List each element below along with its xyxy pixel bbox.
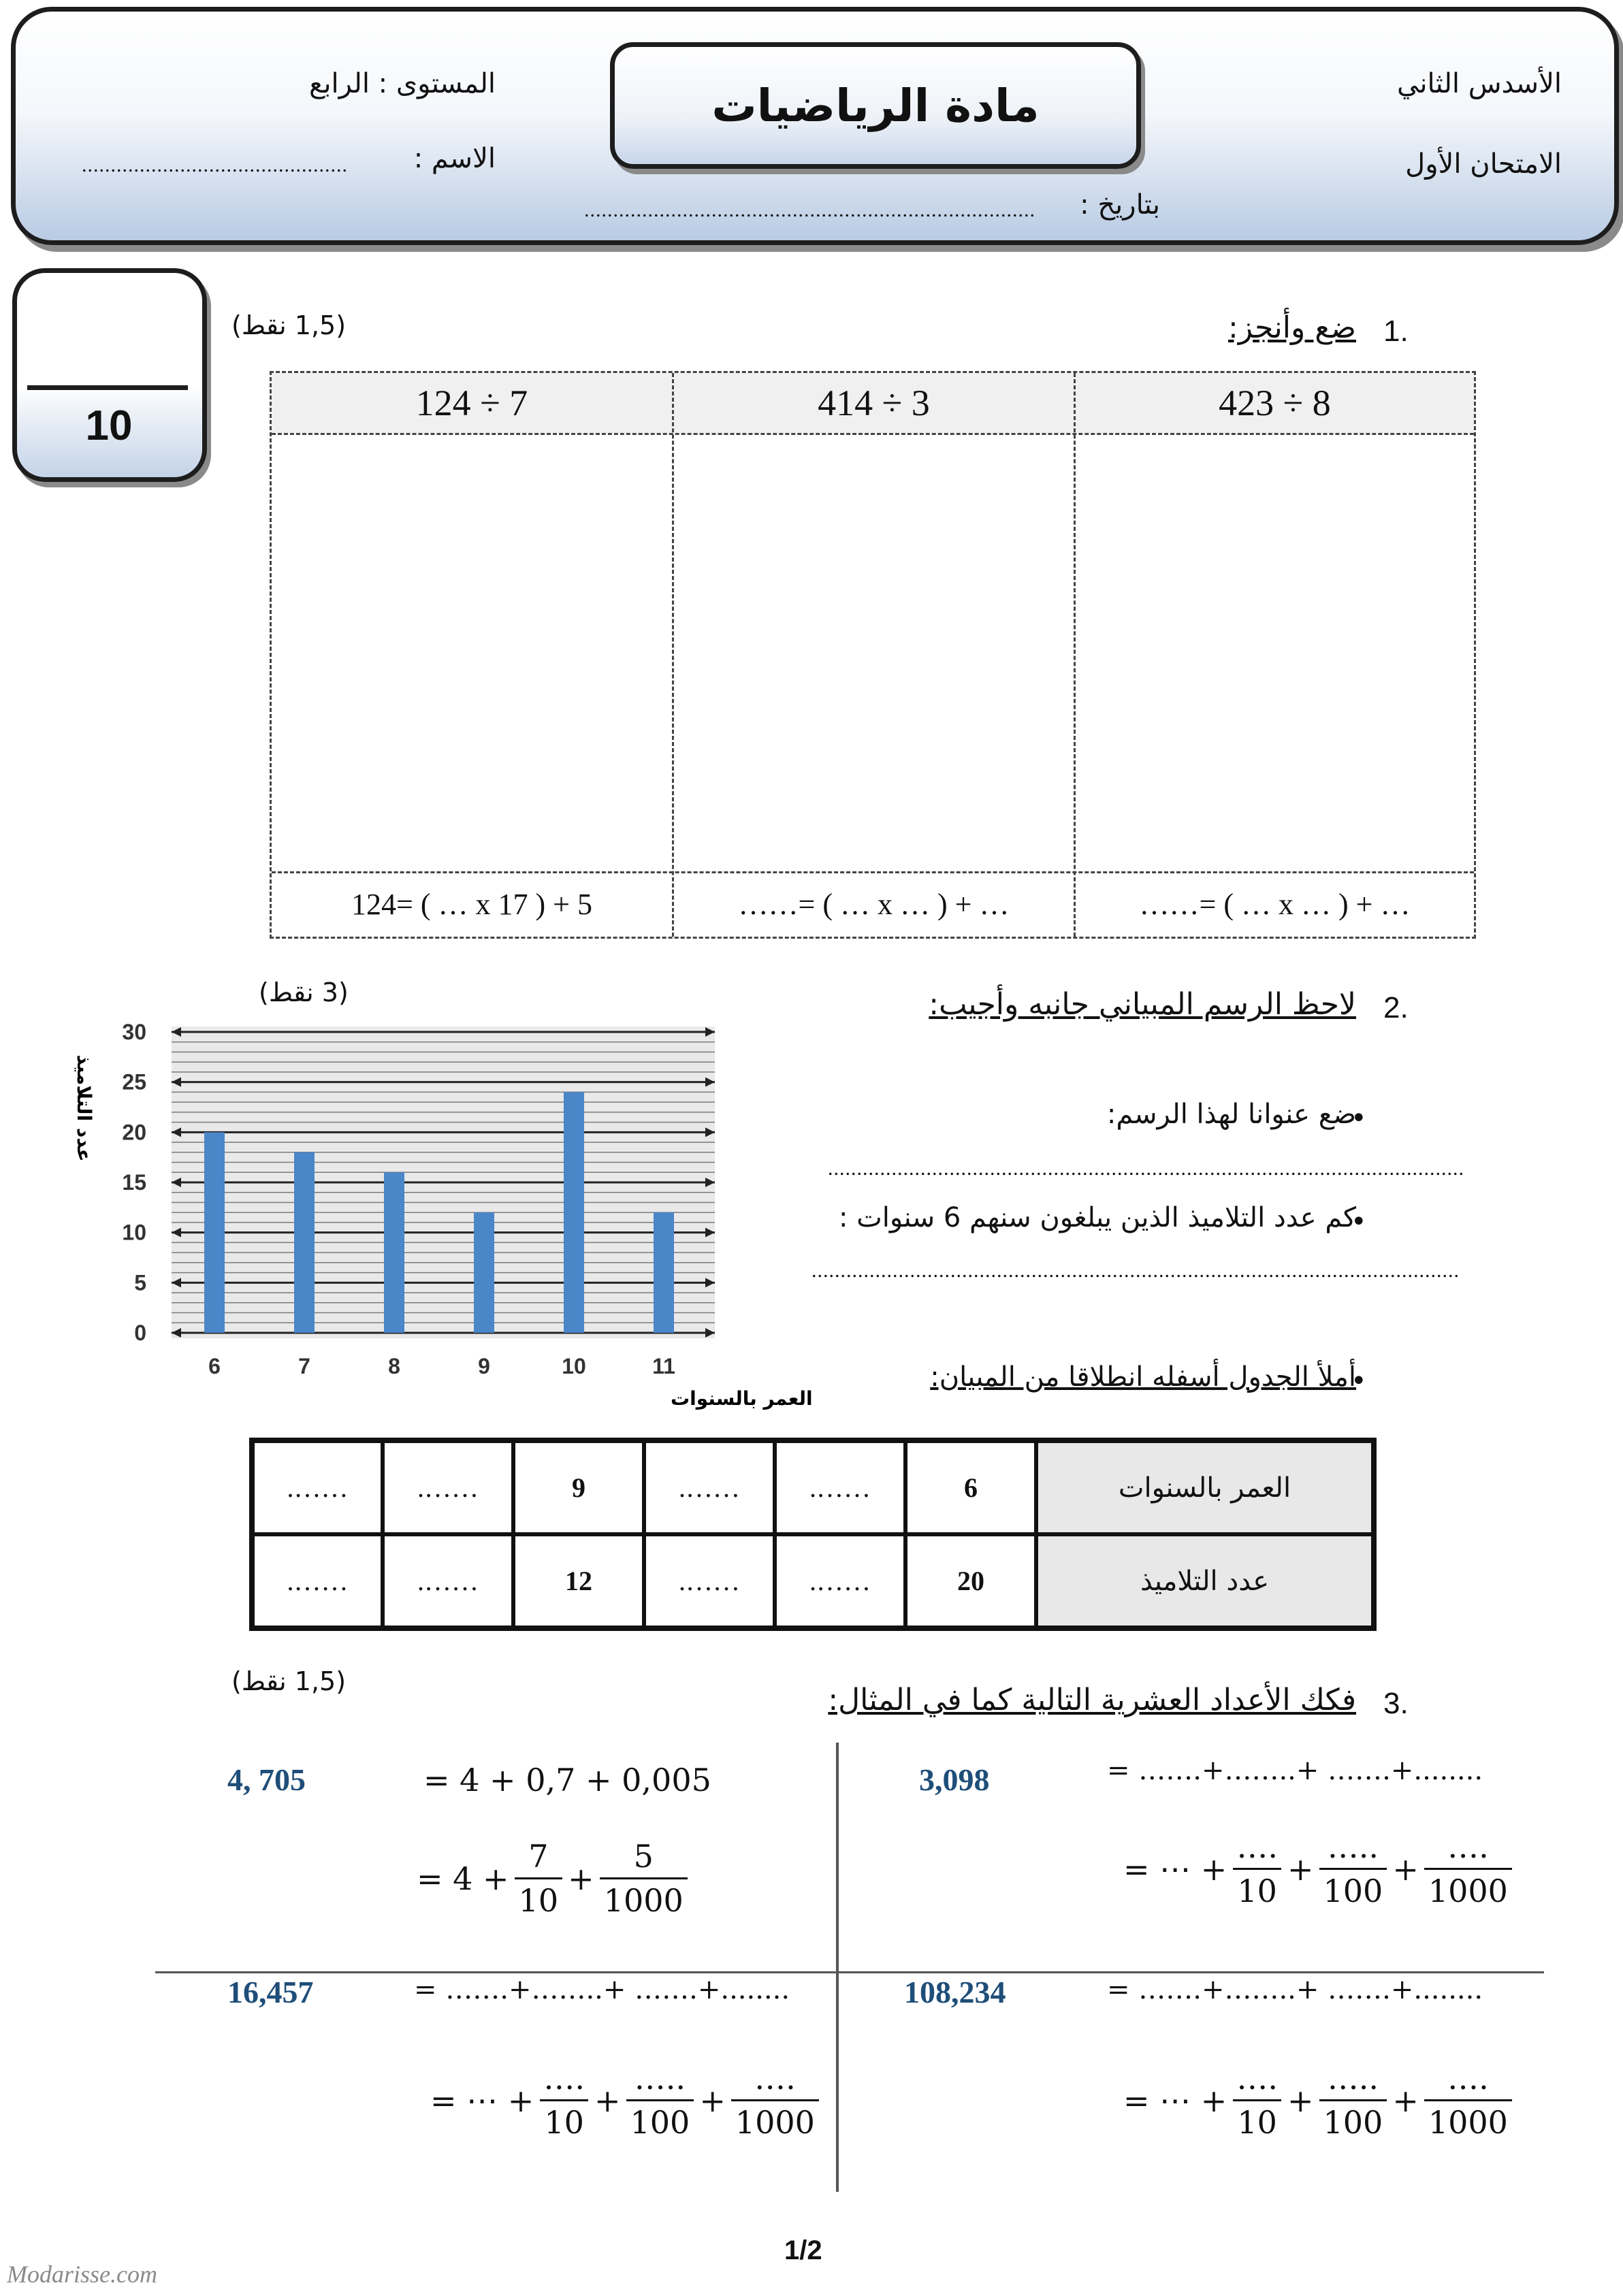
q2-points: (3 نقط) <box>259 977 349 1007</box>
watermark: Modarisse.com <box>7 2261 157 2288</box>
division-operation: 414 ÷ 3 <box>674 373 1074 433</box>
division-result[interactable]: ……= ( … x … ) + … <box>1139 887 1411 921</box>
y-tick-label: 15 <box>122 1170 146 1195</box>
q3-title: فكك الأعداد العشرية التالية كما في المثال: <box>828 1683 1356 1717</box>
fraction: $\frac{7}{10}$ <box>515 1838 563 1919</box>
fraction: $\frac{\dots.}{10}$ <box>539 2060 589 2141</box>
example-decomposition-decimal: = 4 + 0,7 + 0,005 <box>423 1762 711 1798</box>
exam-label: الامتحان الأول <box>1405 148 1562 180</box>
y-tick-label: 10 <box>122 1220 146 1245</box>
name-dots[interactable]: .............................................. <box>82 154 348 176</box>
x-tick-label: 10 <box>562 1354 586 1378</box>
table-cell[interactable]: ……. <box>644 1440 775 1534</box>
table-row <box>252 1440 1374 1534</box>
decimal-sum-dots[interactable]: = …….+……..+ …….+........ <box>1107 1974 1483 2005</box>
bar <box>654 1212 674 1333</box>
q1-number: 1. <box>1383 314 1409 348</box>
bar <box>564 1092 584 1333</box>
division-header-line <box>272 433 1474 435</box>
table-cell: 9 <box>513 1440 644 1534</box>
division-operation: 124 ÷ 7 <box>272 373 672 433</box>
y-tick-label: 20 <box>122 1120 146 1145</box>
fraction: $\frac{\dots..}{100}$ <box>626 2060 694 2141</box>
table-cell: 6 <box>905 1440 1036 1534</box>
x-tick-label: 8 <box>388 1354 400 1378</box>
decimal-number: 3,098 <box>919 1762 990 1797</box>
bar <box>204 1132 225 1333</box>
example-decomposition-fraction: = 4 + $\frac{7}{10}$ + $\frac{5}{1000}$ <box>417 1838 693 1919</box>
division-column-line <box>1074 373 1076 937</box>
fraction: $\frac{\dots..}{100}$ <box>1319 2060 1387 2141</box>
division-column-line <box>672 373 674 937</box>
decimal-sum-dots[interactable]: = …….+……..+ …….+........ <box>414 1974 790 2005</box>
subject-title: مادة الرياضيات <box>711 79 1040 132</box>
bullet-dot: • <box>1351 1103 1367 1134</box>
table-cell[interactable]: ……. <box>644 1534 775 1628</box>
decimal-sum-dots[interactable]: = …….+……..+ …….+........ <box>1107 1755 1483 1786</box>
decimal-number: 16,457 <box>227 1975 314 2009</box>
x-tick-label: 6 <box>208 1354 221 1378</box>
bar-chart <box>54 1006 813 1428</box>
date-dots[interactable]: .............................................................................. <box>584 199 1035 221</box>
level-label: المستوى : الرابع <box>309 68 496 99</box>
fraction-dots-line[interactable]: = ⋯ + $\frac{\dots.}{10}$ + $\frac{\dots..}{100}$ + $\frac{\dots.}{1000}$ <box>1123 1828 1517 1909</box>
age-count-table <box>249 1438 1377 1631</box>
subject-title-box <box>610 42 1141 169</box>
decimal-number: 108,234 <box>904 1975 1006 2009</box>
q2-bullet-count-prompt: كم عدد التلاميذ الذين يبلغون سنهم 6 سنوات : <box>838 1202 1356 1233</box>
x-tick-label: 11 <box>652 1354 675 1378</box>
bar <box>384 1172 404 1333</box>
y-tick-label: 0 <box>134 1321 146 1345</box>
page-number: 1/2 <box>784 2235 822 2265</box>
division-result[interactable]: 124= ( … x 17 ) + 5 <box>351 887 592 921</box>
fraction: $\frac{\dots.}{10}$ <box>1232 1828 1282 1909</box>
example-number: 4, 705 <box>227 1762 306 1797</box>
table-cell[interactable]: ……. <box>383 1534 513 1628</box>
fraction: $\frac{\dots.}{1000}$ <box>1424 1828 1512 1909</box>
division-result[interactable]: ……= ( … x … ) + … <box>738 887 1010 921</box>
table-cell: 12 <box>513 1534 644 1628</box>
table-cell[interactable]: ……. <box>252 1440 383 1534</box>
q3-number: 3. <box>1383 1687 1409 1720</box>
table-cell[interactable]: ……. <box>252 1534 383 1628</box>
table-row <box>252 1534 1374 1628</box>
q2-number: 2. <box>1383 991 1409 1024</box>
table-cell: 20 <box>905 1534 1036 1628</box>
division-table <box>270 371 1476 939</box>
fraction-dots-line[interactable]: = ⋯ + $\frac{\dots.}{10}$ + $\frac{\dots..}{100}$ + $\frac{\dots.}{1000}$ <box>430 2060 824 2141</box>
y-tick-label: 30 <box>122 1020 146 1044</box>
q2-title: لاحظ الرسم المبياني جانبه وأجيب: <box>929 987 1356 1022</box>
q3-vertical-divider <box>836 1743 839 2192</box>
date-label: بتاريخ : <box>1080 189 1160 221</box>
x-tick-label: 7 <box>298 1354 310 1378</box>
chart-grid <box>172 1026 715 1338</box>
division-operation: 423 ÷ 8 <box>1076 373 1474 433</box>
fraction-dots-line[interactable]: = ⋯ + $\frac{\dots.}{10}$ + $\frac{\dots..}{100}$ + $\frac{\dots.}{1000}$ <box>1123 2060 1517 2141</box>
table-row-label-students: عدد التلاميذ <box>1036 1534 1374 1628</box>
table-row-label-age: العمر بالسنوات <box>1036 1440 1374 1534</box>
y-tick-label: 25 <box>122 1069 146 1095</box>
q1-title: ضع وأنجز: <box>1228 310 1356 345</box>
bullet-dot: • <box>1351 1206 1367 1238</box>
count-answer-dots[interactable]: ................................................................................................................ <box>812 1259 1460 1282</box>
fraction: $\frac{\dots.}{1000}$ <box>731 2060 819 2141</box>
table-cell[interactable]: ……. <box>775 1440 905 1534</box>
fraction: $\frac{5}{1000}$ <box>600 1838 688 1919</box>
fraction: $\frac{\dots.}{10}$ <box>1232 2060 1282 2141</box>
fraction: $\frac{\dots..}{100}$ <box>1319 1828 1387 1909</box>
y-tick-label: 5 <box>134 1270 146 1295</box>
q2-bullet-table-prompt: أملأ الجدول أسفله انطلاقا من المبيان: <box>930 1361 1356 1393</box>
x-tick-label: 9 <box>478 1354 490 1378</box>
bullet-dot: • <box>1351 1365 1367 1397</box>
q1-points: (1,5 نقط) <box>231 310 347 340</box>
name-label: الاسم : <box>413 143 496 174</box>
example-prefix: = 4 + <box>417 1860 509 1897</box>
q3-horizontal-divider <box>155 1971 1544 1973</box>
semester-label: الأسدس الثاني <box>1396 68 1562 99</box>
table-cell[interactable]: ……. <box>383 1440 513 1534</box>
q3-points: (1,5 نقط) <box>231 1666 347 1696</box>
score-divider <box>27 385 188 390</box>
q2-bullet-title-prompt: ضع عنوانا لهذا الرسم: <box>1106 1099 1356 1130</box>
chart-y-axis-label: عدد التلاميذ <box>73 1054 95 1162</box>
chart-x-axis-label: العمر بالسنوات <box>671 1387 813 1410</box>
title-answer-dots[interactable]: .............................................................................................................. <box>828 1157 1464 1180</box>
bar <box>474 1212 494 1333</box>
fraction: $\frac{\dots.}{1000}$ <box>1424 2060 1512 2141</box>
bar <box>294 1152 315 1333</box>
table-cell[interactable]: ……. <box>775 1534 905 1628</box>
score-total: 10 <box>85 402 133 449</box>
